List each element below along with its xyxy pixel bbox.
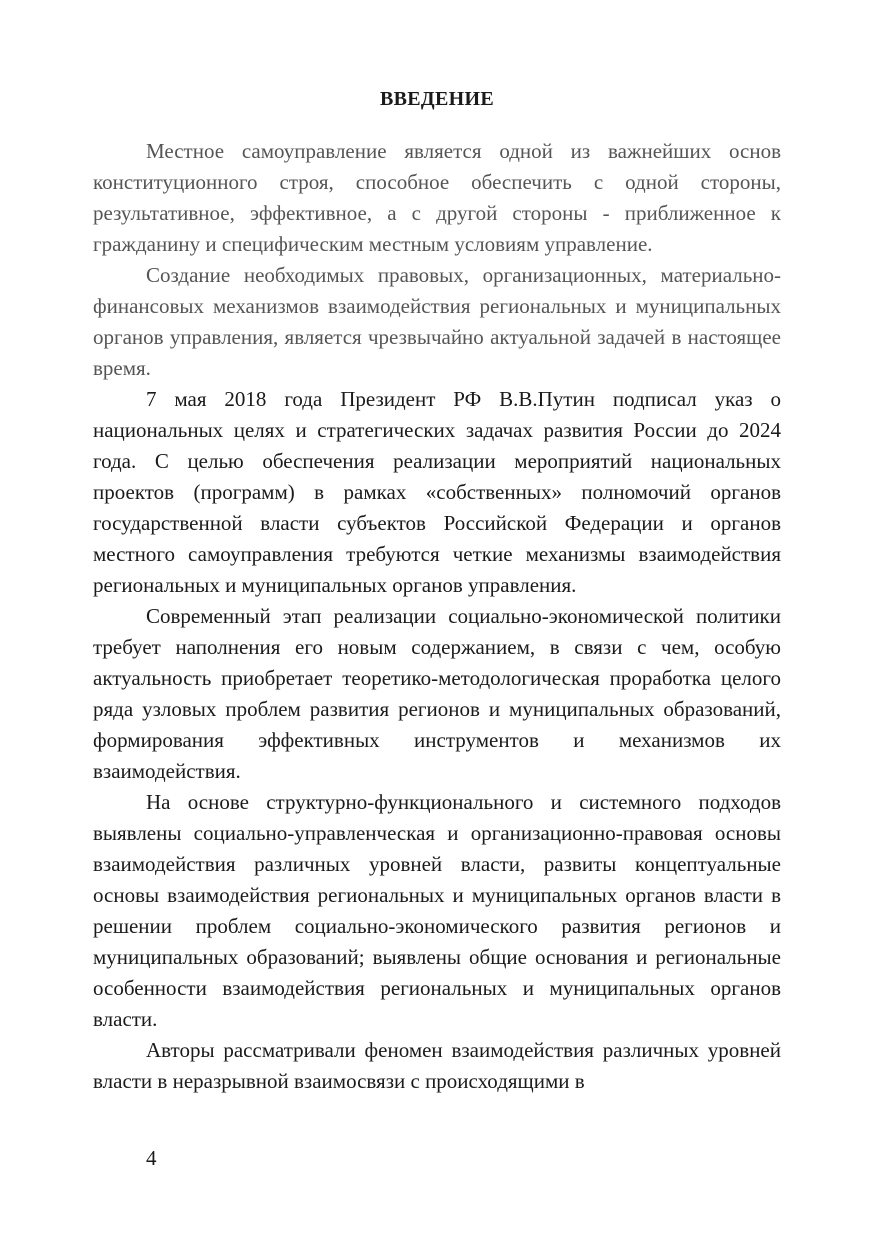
paragraph-2: Создание необходимых правовых, организационных, материально-финансовых механизмов взаимодействия региональных и муниципальных органов управления, является чрезвычайно актуальной задачей в настоящее время.: [93, 263, 781, 380]
paragraph-3: 7 мая 2018 года Президент РФ В.В.Путин подписал указ о национальных целях и стратегических задачах развития России до 2024 года. С целью обеспечения реализации мероприятий национальных проектов (программ) в рамках «собственных» полномочий органов государственной власти субъектов Российской Федерации и органов местного самоуправления требуются четкие механизмы взаимодействия региональных и муниципальных органов управления.: [93, 387, 781, 597]
page-title: ВВЕДЕНИЕ: [380, 88, 494, 110]
paragraph-5: На основе структурно-функционального и системного подходов выявлены социально-управленческая и организационно-правовая основы взаимодействия различных уровней власти, развиты концептуальные основы взаимодействия региональных и муниципальных органов власти в решении проблем социально-экономического развития регионов и муниципальных образований; выявлены общие основания и региональные особенности взаимодействия региональных и муниципальных органов власти.: [93, 790, 781, 1031]
paragraph-4: Современный этап реализации социально-экономической политики требует наполнения его новым содержанием, в связи с чем, особую актуальность приобретает теоретико-методологическая проработка целого ряда узловых проблем развития регионов и муниципальных образований, формирования эффективных инструментов и механизмов их взаимодействия.: [93, 604, 781, 783]
paragraph-6: Авторы рассматривали феномен взаимодействия различных уровней власти в неразрывной взаимосвязи с происходящими в: [93, 1038, 781, 1093]
document-page: [93, 84, 781, 1097]
page-number: 4: [146, 1146, 157, 1170]
paragraph-1: Местное самоуправление является одной из важнейших основ конституционного строя, способное обеспечить с одной стороны, результативное, эффективное, а с другой стороны - приближенное к гражданину и специфическим местным условиям управление.: [93, 139, 781, 256]
